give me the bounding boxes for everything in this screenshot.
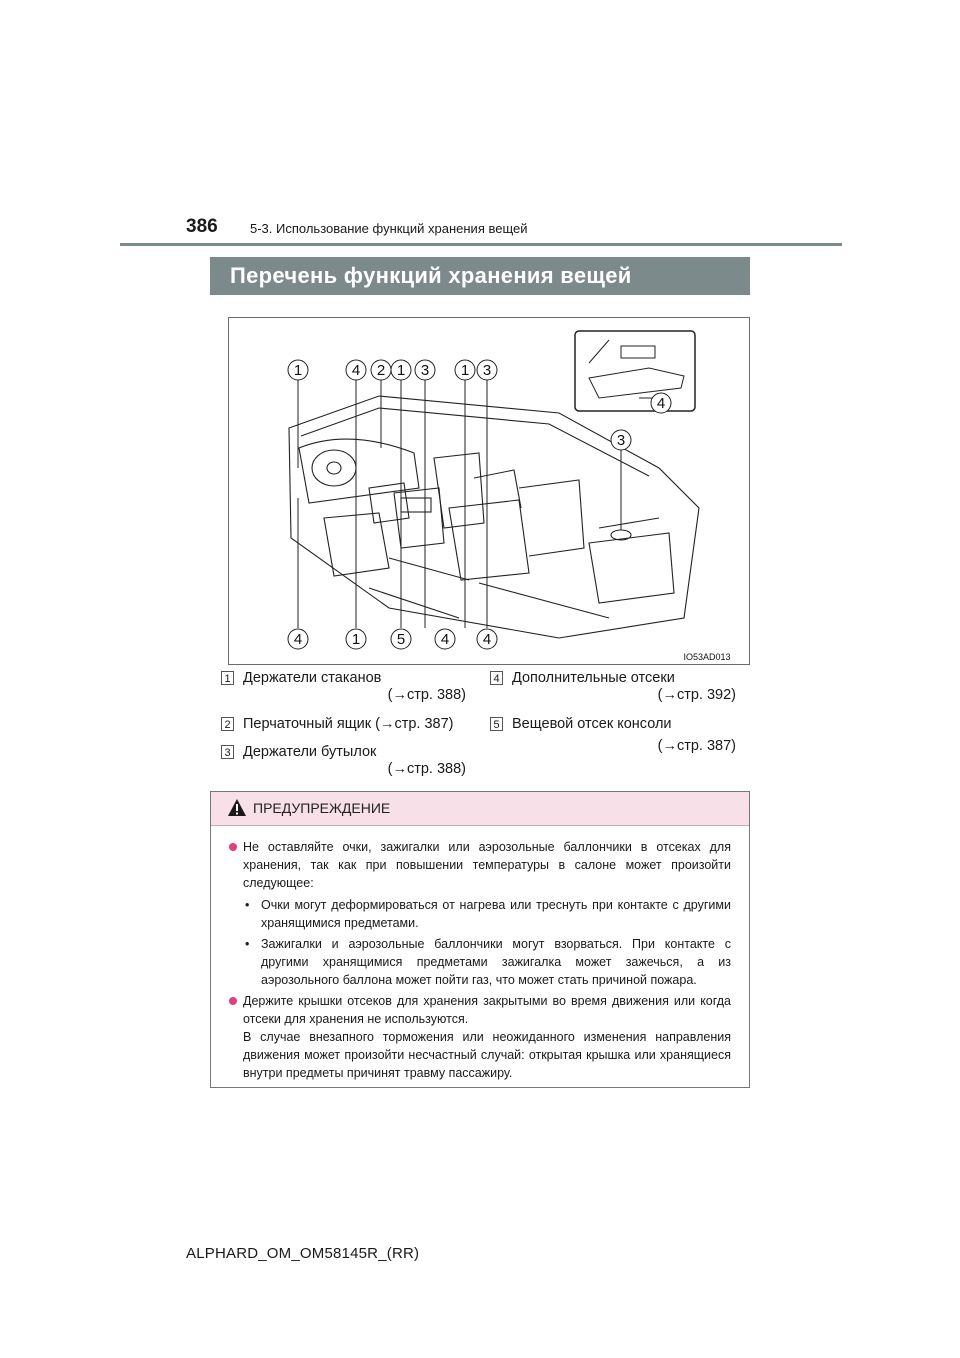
callout-bottom-5: 4: [482, 631, 492, 648]
warning-triangle-icon: [227, 798, 247, 817]
callout-top-1: 1: [293, 362, 303, 379]
warning-title: ПРЕДУПРЕЖДЕНИЕ: [253, 800, 391, 816]
legend-ref-3: (→стр. 388): [387, 761, 466, 777]
header-rule: [120, 243, 842, 246]
legend-label-3: Держатели бутылок: [243, 744, 377, 760]
figure-code: IO53AD013: [683, 652, 731, 662]
legend-ref-5: (→стр. 387): [657, 738, 736, 754]
warning-bullet-2-line-1: Держите крышки отсеков для хранения закрытыми во время движения или когда отсеки для хранения не используются.: [243, 994, 731, 1026]
callout-inset: 4: [656, 395, 666, 412]
page-heading: Перечень функций хранения вещей: [210, 257, 750, 295]
legend-label-4: Дополнительные отсеки: [512, 670, 675, 686]
page-number: 386: [186, 216, 218, 237]
legend-num-2: 2: [221, 717, 234, 731]
legend-num-3: 3: [221, 745, 234, 759]
legend-ref-1: (→стр. 388): [387, 687, 466, 703]
legend-num-1: 1: [221, 671, 234, 685]
callout-bottom-4: 4: [440, 631, 450, 648]
callout-bottom-1: 4: [293, 631, 303, 648]
callout-top-5: 3: [420, 362, 430, 379]
warning-sub-2: • Зажигалки и аэрозольные баллончики могут взорваться. При контакте с другими хранящимися предметами зажигалка может зажечься, а из аэрозольного баллона может пойти газ, что может стать причиной пожара.: [229, 935, 731, 989]
legend-label-1: Держатели стаканов: [243, 670, 382, 686]
callout-top-4: 1: [396, 362, 406, 379]
callout-bottom-3: 5: [396, 631, 406, 648]
callout-rear: 3: [616, 432, 626, 449]
callout-top-6: 1: [460, 362, 470, 379]
section-title: 5-3. Использование функций хранения вещей: [250, 221, 528, 236]
warning-body: [211, 825, 749, 1082]
warning-header: [211, 792, 749, 826]
warning-sub-1: • Очки могут деформироваться от нагрева или треснуть при контакте с другими хранящимися предметами.: [229, 896, 731, 932]
legend-label-5: Вещевой отсек консоли: [512, 716, 672, 732]
warning-box: [210, 791, 750, 1088]
car-interior-drawing: [229, 318, 749, 664]
warning-bullet-2: [229, 992, 731, 1082]
warning-bullet-2-line-2: В случае внезапного торможения или неожиданного изменения направления движения может произойти несчастный случай: открытая крышка или хранящиеся внутри предметы причинят травму пассажиру.: [243, 1030, 731, 1080]
callout-top-7: 3: [482, 362, 492, 379]
callout-top-3: 2: [376, 362, 386, 379]
callout-bottom-2: 1: [351, 631, 361, 648]
callout-top-2: 4: [351, 362, 361, 379]
storage-illustration: [228, 317, 750, 665]
legend-num-4: 4: [490, 671, 503, 685]
document-footer: ALPHARD_OM_OM58145R_(RR): [186, 1245, 420, 1262]
legend-label-2: Перчаточный ящик (→стр. 387): [243, 716, 454, 732]
legend-ref-4: (→стр. 392): [657, 687, 736, 703]
legend-num-5: 5: [490, 717, 503, 731]
warning-bullet-1: Не оставляйте очки, зажигалки или аэрозольные баллончики в отсеках для хранения, так как при повышении температуры в салоне может произойти следующее:: [229, 838, 731, 892]
